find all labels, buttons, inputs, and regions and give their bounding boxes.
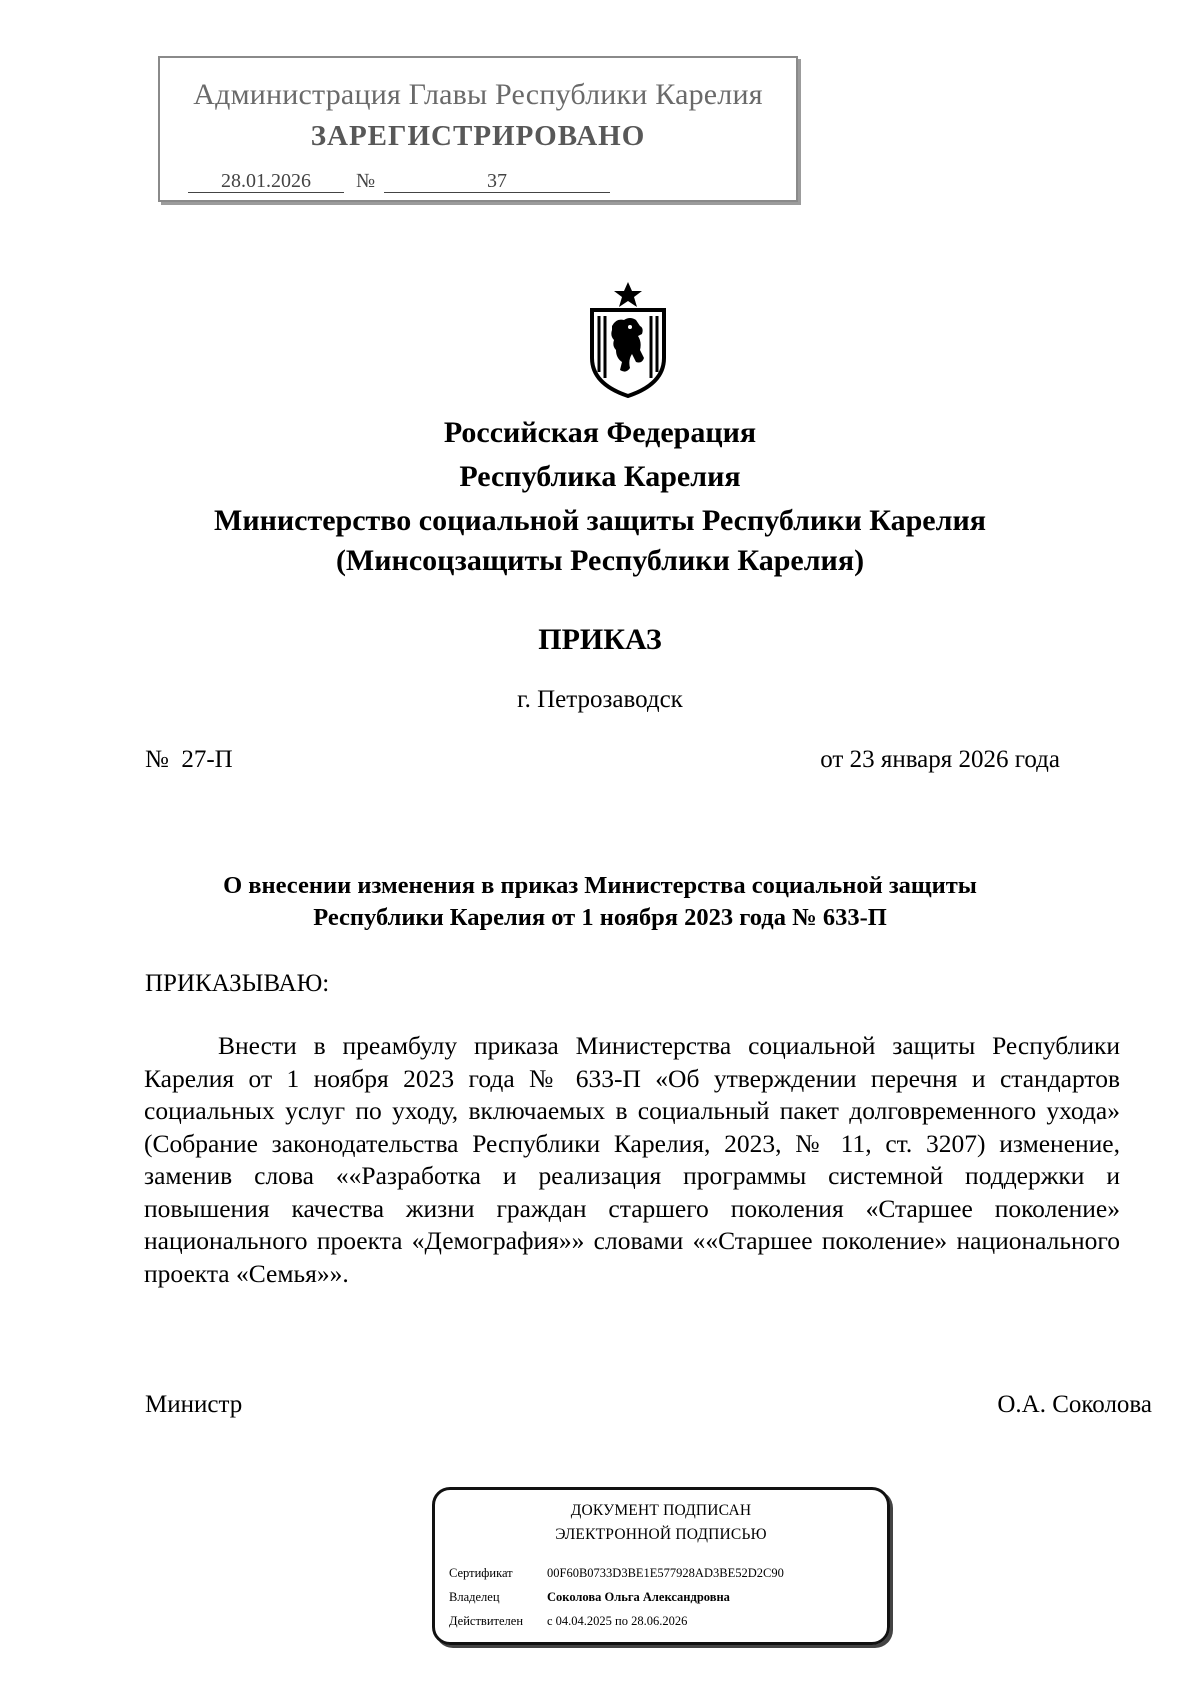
registration-stamp-status: ЗАРЕГИСТРИРОВАНО — [310, 120, 646, 152]
document-type: ПРИКАЗ — [538, 623, 662, 656]
header-ministry: Министерство социальной защиты Республики Карелия — [214, 504, 986, 537]
header-ministry-short: (Минсоцзащиты Республики Карелия) — [335, 544, 865, 577]
e-signature-validity-label: Действителен — [449, 1614, 524, 1628]
order-subject-line-1: О внесении изменения в приказ Министерства социальной защиты — [223, 872, 977, 899]
registration-number: 37 — [384, 170, 610, 193]
e-signature-validity-value: с 04.04.2025 по 28.06.2026 — [547, 1614, 688, 1628]
electronic-signature-stamp — [432, 1487, 890, 1645]
e-signature-owner-value: Соколова Ольга Александровна — [547, 1590, 730, 1604]
signatory-position: Министр — [145, 1391, 243, 1418]
registration-stamp-authority: Администрация Главы Республики Карелия — [193, 78, 763, 111]
e-signature-title-line-2: ЭЛЕКТРОННОЙ ПОДПИСЬЮ — [555, 1526, 767, 1543]
e-signature-certificate-label: Сертификат — [449, 1566, 513, 1580]
directive-heading: ПРИКАЗЫВАЮ: — [145, 970, 330, 997]
e-signature-certificate-value: 00F60B0733D3BE1E577928AD3BE52D2C90 — [547, 1566, 784, 1580]
e-signature-title-line-1: ДОКУМЕНТ ПОДПИСАН — [570, 1502, 752, 1519]
e-signature-owner-row — [449, 1590, 730, 1605]
registration-stamp — [158, 56, 798, 202]
registration-number-sign: № — [356, 170, 376, 192]
e-signature-validity-row — [449, 1614, 687, 1629]
e-signature-certificate-row — [449, 1566, 784, 1581]
order-body-text: Внести в преамбулу приказа Министерства социальной защиты Республики Карелия от 1 ноября 2023 года № 633-П «Об утверждении перечня и стандартов социальных услуг по уходу, включаемых в социальный пакет долговременного ухода» (Собрание законодательства Республики Карелия, 2023, № 11, ст. 3207) изменение, заменив слова ««Разработка и реализация программы системной поддержки и повышения качества жизни граждан старшего поколения «Старшее поколение» национального проекта «Демография»» словами ««Старшее поколение» национального проекта «Семья»». — [144, 1031, 1120, 1288]
karelia-coat-of-arms-icon — [582, 280, 674, 398]
e-signature-owner-label: Владелец — [449, 1590, 500, 1604]
order-number: № 27-П — [145, 746, 233, 773]
header-republic: Республика Карелия — [459, 460, 741, 493]
header-country: Российская Федерация — [443, 416, 757, 449]
order-subject-line-2: Республики Карелия от 1 ноября 2023 года № 633-П — [313, 904, 887, 931]
order-date: от 23 января 2026 года — [820, 746, 1060, 773]
document-city: г. Петрозаводск — [517, 686, 683, 713]
signatory-name: О.А. Соколова — [997, 1391, 1152, 1418]
registration-date: 28.01.2026 — [188, 170, 344, 193]
